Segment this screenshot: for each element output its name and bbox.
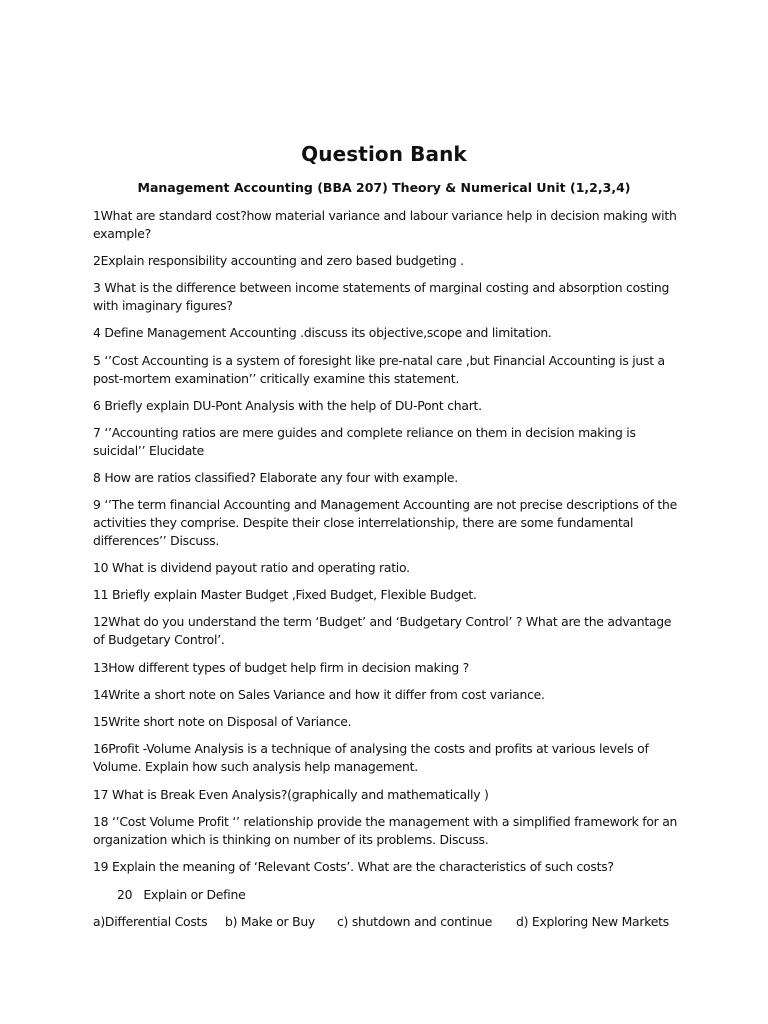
question-15: 15Write short note on Disposal of Variance.	[93, 714, 352, 729]
option-b: b) Make or Buy	[225, 914, 316, 929]
question-4: 4 Define Management Accounting .discuss its objective,scope and limitation.	[93, 325, 552, 340]
question-20: 20 Explain or Define	[117, 887, 246, 902]
option-c: c) shutdown and continue	[337, 914, 493, 929]
question-18: 18 ‘’Cost Volume Profit ‘’ relationship provide the management with a simplified framework for an organization which is thinking on number of its problems. Discuss.	[93, 814, 678, 847]
option-a: a)Differential Costs	[93, 914, 208, 929]
question-13: 13How different types of budget help firm in decision making ?	[93, 660, 469, 675]
question-6: 6 Briefly explain DU-Pont Analysis with the help of DU-Pont chart.	[93, 398, 482, 413]
question-16: 16Profit -Volume Analysis is a technique of analysing the costs and profits at various levels of Volume. Explain how such analysis help management.	[93, 741, 649, 774]
page-subtitle: Management Accounting (BBA 207) Theory & Numerical Unit (1,2,3,4)	[137, 180, 631, 195]
question-17: 17 What is Break Even Analysis?(graphically and mathematically )	[93, 787, 489, 802]
question-2: 2Explain responsibility accounting and zero based budgeting .	[93, 253, 464, 268]
question-1: 1What are standard cost?how material variance and labour variance help in decision making with example?	[93, 208, 677, 241]
question-3: 3 What is the difference between income statements of marginal costing and absorption costing with imaginary figures?	[93, 280, 670, 313]
question-12: 12What do you understand the term ‘Budget’ and ‘Budgetary Control’ ? What are the advantage of Budgetary Control’.	[93, 614, 672, 647]
page-title: Question Bank	[301, 142, 467, 166]
question-14: 14Write a short note on Sales Variance and how it differ from cost variance.	[93, 687, 545, 702]
question-7: 7 ‘’Accounting ratios are mere guides and complete reliance on them in decision making is suicidal’’ Elucidate	[93, 425, 636, 458]
question-19: 19 Explain the meaning of ‘Relevant Costs’. What are the characteristics of such costs?	[93, 859, 614, 874]
question-5: 5 ‘’Cost Accounting is a system of foresight like pre-natal care ,but Financial Accounting is just a post-mortem examination’’ critically examine this statement.	[93, 353, 665, 386]
question-8: 8 How are ratios classified? Elaborate any four with example.	[93, 470, 458, 485]
question-11: 11 Briefly explain Master Budget ,Fixed Budget, Flexible Budget.	[93, 587, 477, 602]
option-d: d) Exploring New Markets	[516, 914, 669, 929]
question-20-options	[93, 913, 693, 931]
question-9: 9 ‘’The term financial Accounting and Management Accounting are not precise descriptions of the activities they comprise. Despite their close interrelationship, there are some fundamental differences’’ Discuss.	[93, 497, 677, 548]
question-10: 10 What is dividend payout ratio and operating ratio.	[93, 560, 410, 575]
